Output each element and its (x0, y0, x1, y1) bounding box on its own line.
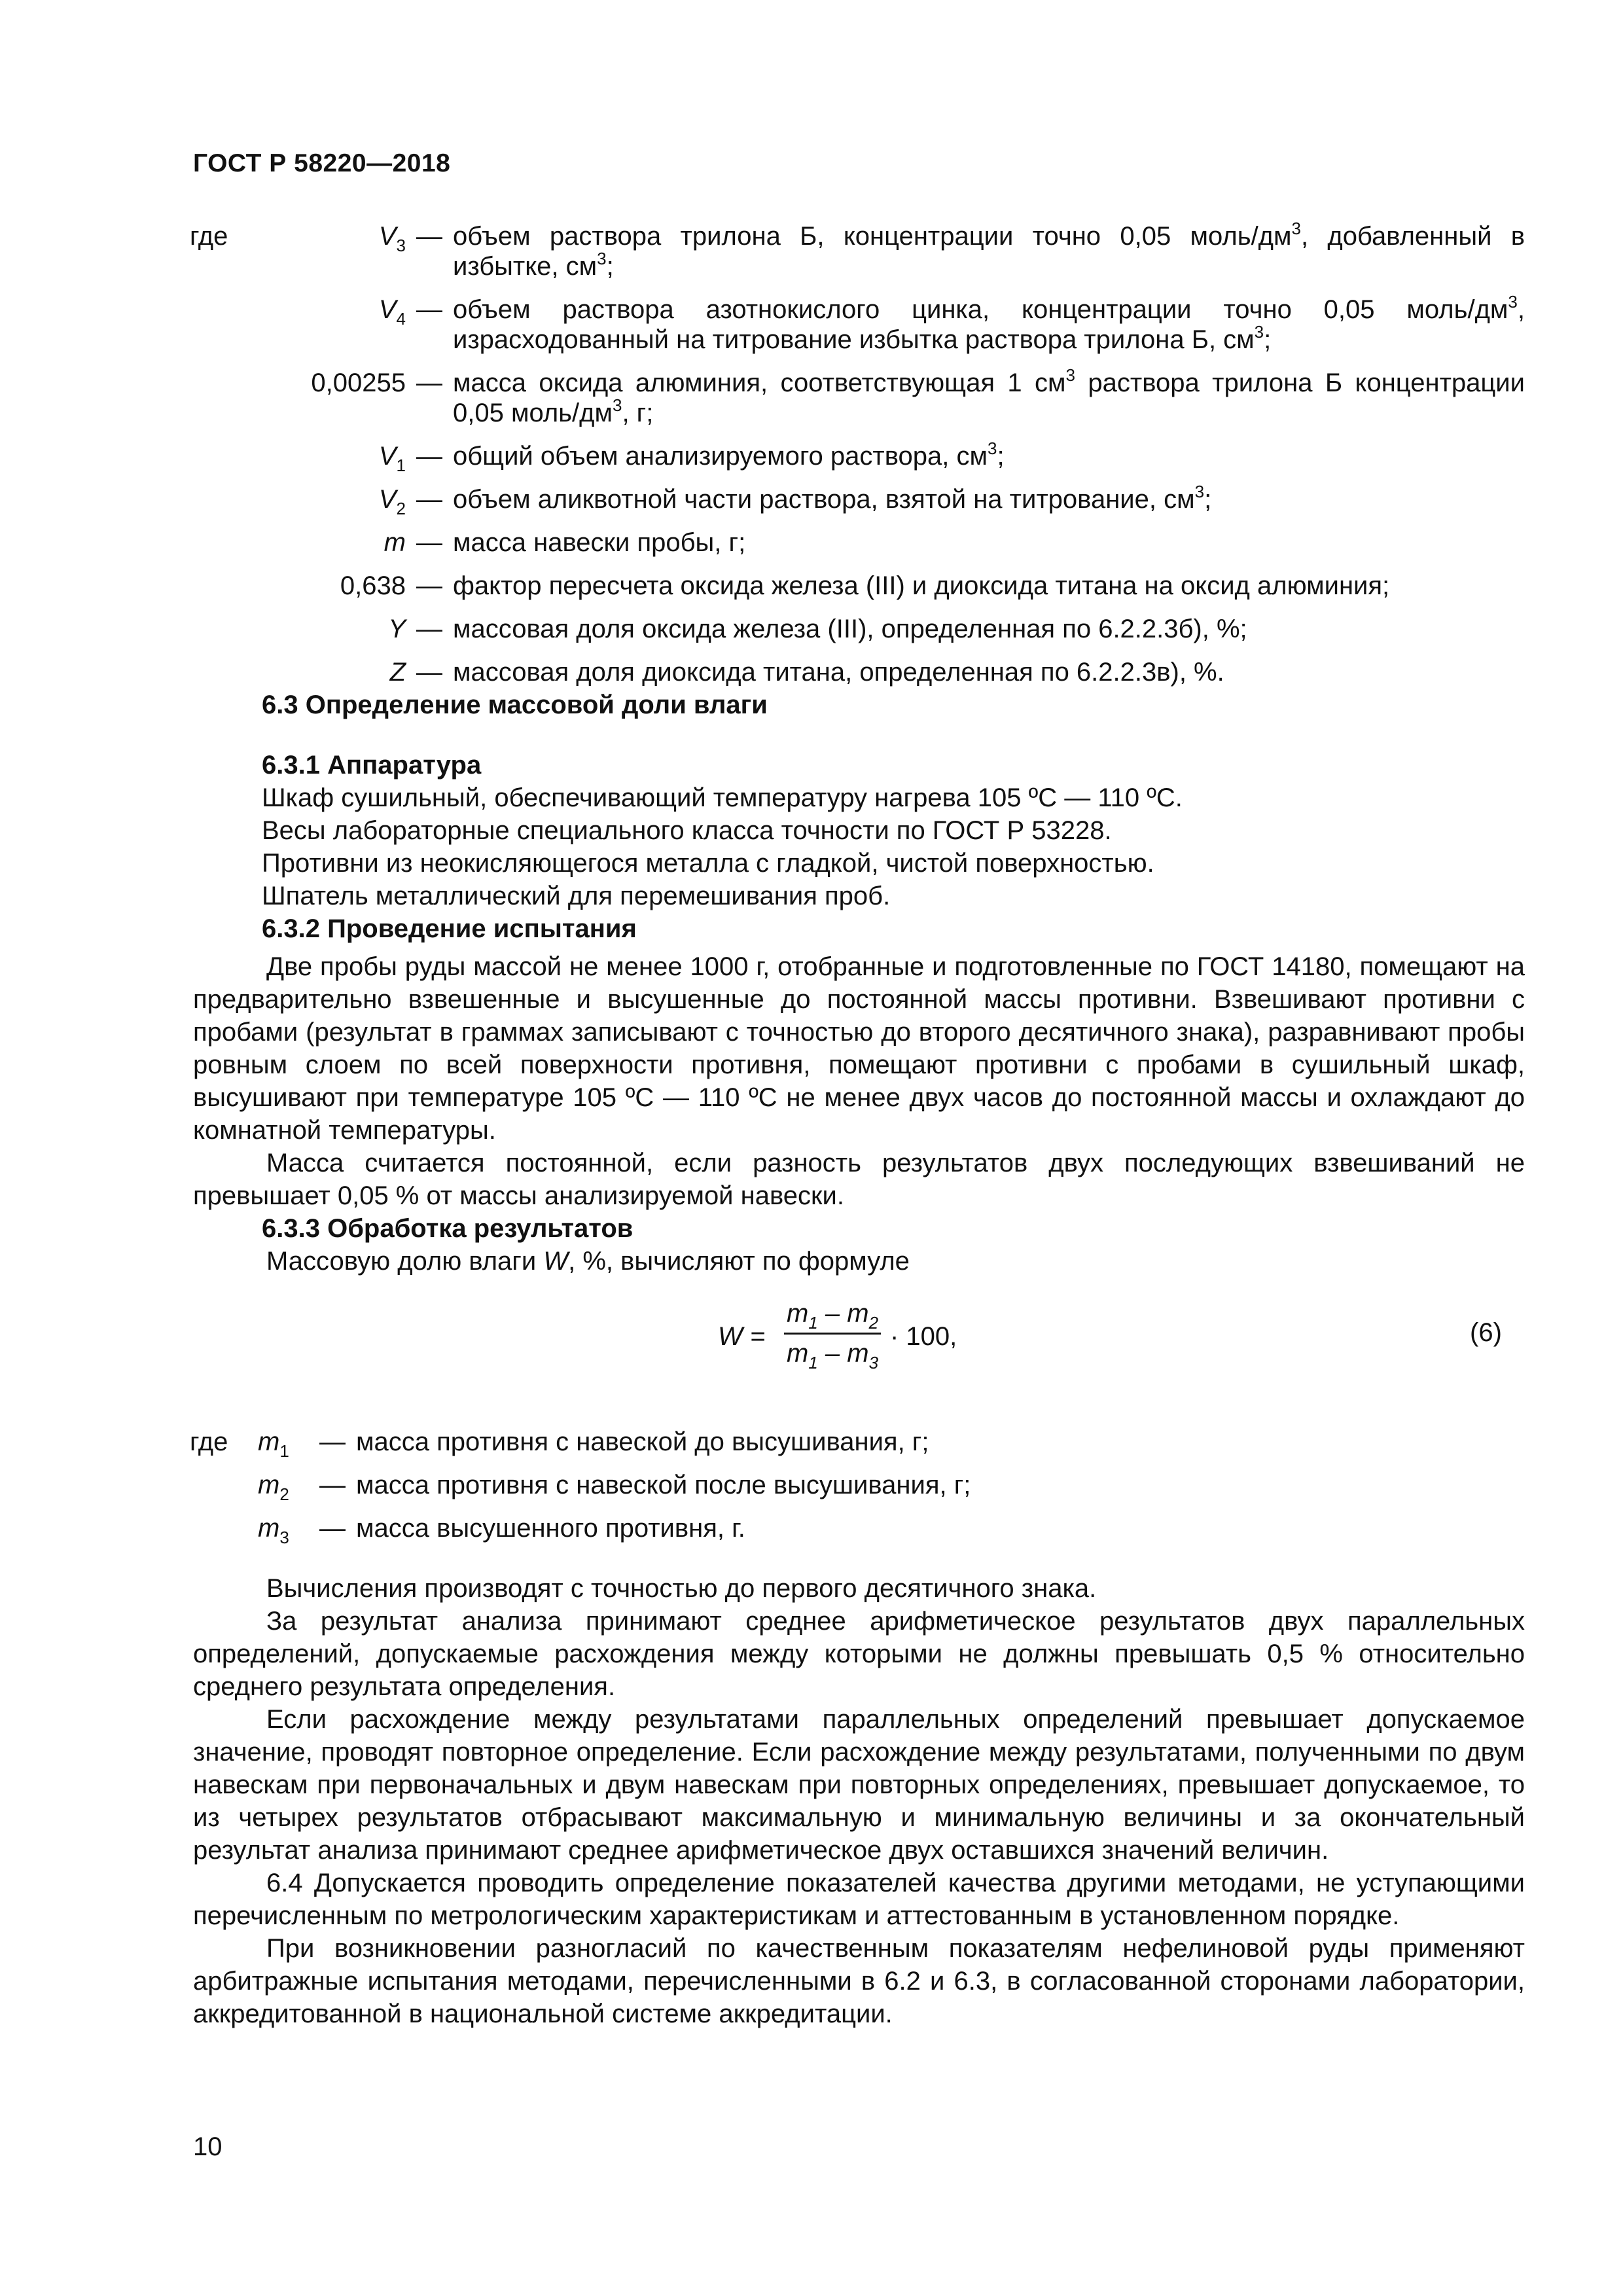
definition-text: массовая доля диоксида титана, определенная по 6.2.2.3в), %. (453, 658, 1224, 687)
definition-text: масса высушенного противня, г. (356, 1514, 745, 1543)
definition-text: фактор пересчета оксида железа (III) и диоксида титана на оксид алюминия; (453, 571, 1390, 600)
definition-symbol: $m_2$ (258, 1471, 289, 1504)
definition-text: объем аликвотной части раствора, взятой на титрование, $см^3$; (453, 482, 1212, 514)
definition-row (190, 571, 1525, 601)
definition-symbol: 0,638 (340, 571, 406, 600)
definition-symbol: $V_4$ (378, 295, 406, 329)
definition-symbol: Y (388, 615, 406, 643)
definitions-block-1 (190, 221, 1525, 700)
definition-dash: — (319, 1427, 346, 1456)
definition-row (190, 365, 1525, 428)
definition-symbol: $m_1$ (258, 1427, 289, 1461)
definition-dash: — (416, 368, 442, 397)
definition-row (190, 528, 1525, 558)
definition-symbol: $V_2$ (378, 485, 406, 518)
definition-row (190, 614, 1525, 644)
definition-row (190, 292, 1525, 355)
definition-dash: — (416, 295, 442, 324)
document-header: ГОСТ Р 58220—2018 (193, 149, 451, 177)
formula-numerator: $m_1 - m_2$ (786, 1299, 879, 1333)
definition-text: массовая доля оксида железа (III), определенная по 6.2.2.3б), %; (453, 615, 1247, 643)
paragraph: Массовую долю влаги W, %, вычисляют по формуле (266, 1247, 910, 1276)
paragraph: Масса считается постоянной, если разность результатов двух последующих взвешиваний не превышает 0,05 % от массы анализируемой навески. (193, 1149, 1525, 1210)
definition-text: объем раствора азотнокислого цинка, концентрации точно 0,05 моль/$дм^3$, израсходованный на титрование избытка раствора трилона Б, $см^3$; (453, 292, 1525, 354)
section-6-3 (262, 689, 1525, 945)
formula-denominator: $m_1 - m_3$ (786, 1339, 879, 1372)
definition-text: масса оксида алюминия, соответствующая 1 $см^3$ раствора трилона Б концентрации 0,05 моль/$дм^3$, г; (453, 365, 1525, 427)
definition-dash: — (416, 528, 442, 557)
definition-text: объем раствора трилона Б, концентрации точно 0,05 моль/$дм^3$, добавленный в избытке, $см^3$; (453, 219, 1525, 281)
paragraph: За результат анализа принимают среднее арифметическое результатов двух параллельных определений, допускаемые расхождения между которыми не должны превышать 0,5 % относительно среднего результата определения. (193, 1607, 1525, 1701)
definition-text: масса противня с навеской до высушивания, г; (356, 1427, 929, 1456)
definition-symbol: Z (389, 658, 406, 687)
definition-dash: — (416, 222, 442, 251)
definition-row (190, 1427, 1525, 1461)
definition-symbol: 0,00255 (311, 368, 406, 397)
apparatus-line: Шпатель металлический для перемешивания проб. (262, 882, 891, 910)
subsection-heading: 6.3.3 Обработка результатов (262, 1214, 633, 1243)
definition-dash: — (416, 485, 442, 514)
results-section (193, 1572, 1525, 2030)
paragraph: Если расхождение между результатами параллельных определений превышает допускаемое значение, проводят повторное определение. Если расхождение между результатами, полученными по двум навескам при первоначальных и двум навескам при повторных определениях, превышает допускаемое, то из четырех результатов отбрасывают максимальную и минимальную величины и за окончательный результат анализа принимают среднее арифметическое двух оставшихся значений величин. (193, 1705, 1525, 1865)
definition-text: масса навески пробы, г; (453, 528, 746, 557)
subsection-heading: 6.3.2 Проведение испытания (262, 914, 637, 943)
definition-text: масса противня с навеской после высушивания, г; (356, 1471, 971, 1499)
definition-dash: — (416, 442, 442, 471)
paragraph: Вычисления производят с точностью до первого десятичного знака. (266, 1574, 1097, 1603)
paragraph: При возникновении разногласий по качественным показателям нефелиновой руды применяют арбитражные испытания методами, перечисленными в 6.2 и 6.3, в согласованной сторонами лаборатории, аккредитованной в национальной системе аккредитации. (193, 1934, 1525, 2028)
paragraph: Две пробы руды массой не менее 1000 г, отобранные и подготовленные по ГОСТ 14180, помещают на предварительно взвешенные и высушенные до постоянной массы противни. Взвешивают противни с пробами (результат в граммах записывают с точностью до второго десятичного знака), разравнивают пробы ровным слоем по всей поверхности противня, помещают противни с пробами в сушильный шкаф, высушивают при температуре 105 ºС — 110 ºС не менее двух часов до постоянной массы и охлаждают до комнатной температуры. (193, 952, 1525, 1145)
formula-fraction (784, 1295, 881, 1372)
definitions-block-2 (190, 1427, 1525, 1556)
section-6-3-2-body (193, 950, 1525, 1278)
subsection-heading: 6.3.1 Аппаратура (262, 751, 482, 780)
where-label: где (190, 1427, 228, 1456)
definition-symbol: $m_3$ (258, 1514, 289, 1547)
formula-lhs: W = (718, 1322, 766, 1351)
definition-symbol: m (383, 528, 406, 557)
definition-row (190, 1513, 1525, 1547)
apparatus-line: Весы лабораторные специального класса точности по ГОСТ Р 53228. (262, 816, 1112, 845)
formula-number: (6) (1470, 1318, 1502, 1347)
apparatus-line: Противни из неокисляющегося металла с гладкой, чистой поверхностью. (262, 849, 1154, 878)
definition-row (190, 439, 1525, 475)
apparatus-line: Шкаф сушильный, обеспечивающий температуру нагрева 105 ºС — 110 ºС. (262, 783, 1183, 812)
definition-row (190, 482, 1525, 518)
definition-text: общий объем анализируемого раствора, $см^3$; (453, 439, 1005, 471)
definition-row (190, 657, 1525, 687)
definition-row (190, 1470, 1525, 1504)
paragraph: 6.4 Допускается проводить определение показателей качества другими методами, не уступающими перечисленным по метрологическим характеристикам и аттестованным в установленном порядке. (193, 1869, 1525, 1930)
definition-symbol: $V_1$ (378, 442, 406, 475)
where-label: где (190, 222, 228, 251)
page-number: 10 (193, 2132, 223, 2161)
section-heading: 6.3 Определение массовой доли влаги (262, 691, 768, 719)
definition-dash: — (416, 615, 442, 643)
formula-6 (0, 1295, 1623, 1386)
definition-dash: — (416, 658, 442, 687)
definition-dash: — (416, 571, 442, 600)
definition-row (190, 221, 1525, 281)
formula-rhs: · 100, (890, 1322, 957, 1351)
definition-symbol: $V_3$ (378, 222, 406, 255)
definition-dash: — (319, 1514, 346, 1543)
definition-dash: — (319, 1471, 346, 1499)
